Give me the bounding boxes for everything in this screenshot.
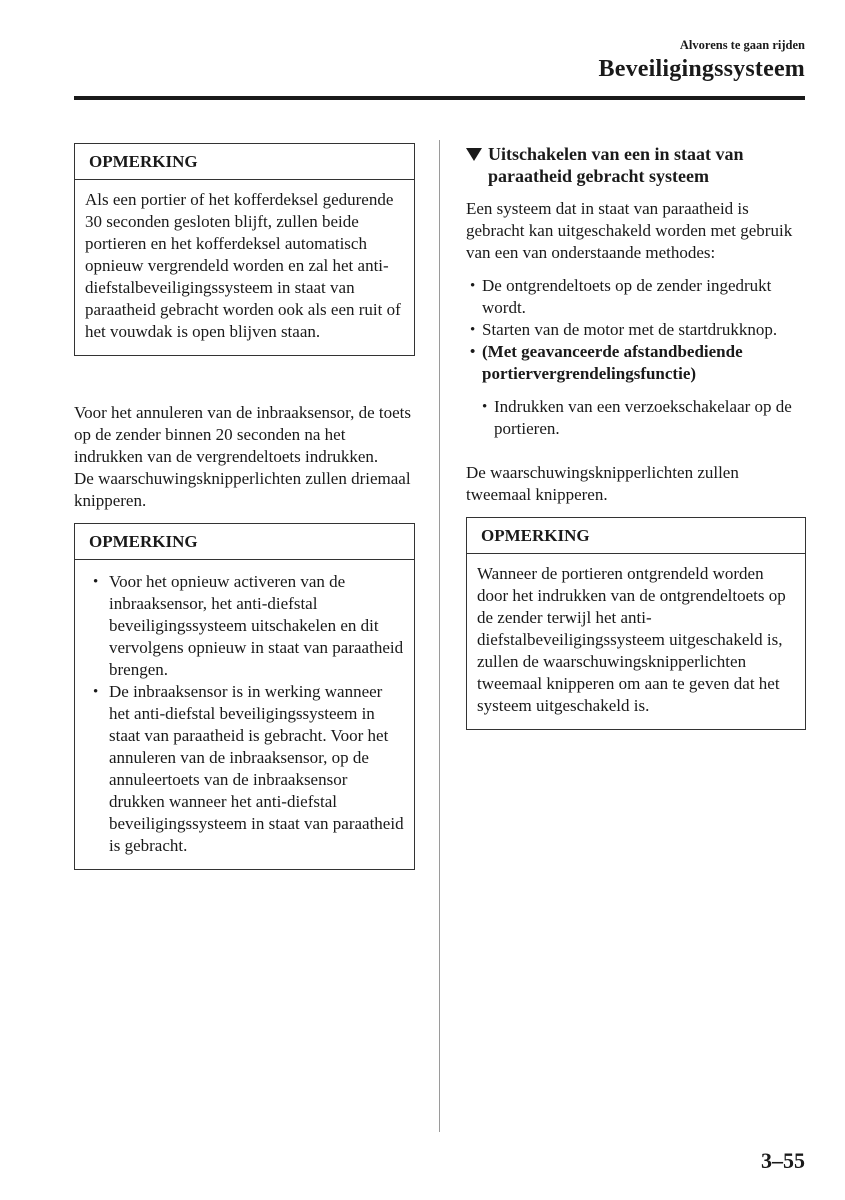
- list-item: • Voor het opnieuw activeren van de inbraaksensor, het anti-diefstal beveiligingssysteem uitschakelen en dit vervolgens opnieuw in staat van paraatheid brengen.: [85, 571, 404, 681]
- list-item: • Starten van de motor met de startdrukknop.: [466, 319, 806, 341]
- paragraph: De waarschuwingsknipperlichten zullen driemaal knipperen.: [74, 469, 411, 510]
- header-subtitle: Alvorens te gaan rijden: [679, 38, 805, 52]
- note-body: [75, 560, 414, 869]
- list-item: • De inbraaksensor is in werking wanneer het anti-diefstal beveiligingssysteem in staat van paraatheid is gebracht. Voor het annuleren van de inbraaksensor, op de annuleertoets van de inbraaksensor drukken wanneer het anti-diefstal beveiligingssysteem in staat van paraatheid is gebracht.: [85, 681, 404, 857]
- triangle-down-icon: [466, 148, 482, 161]
- note-text: Wanneer de portieren ontgrendeld worden door het indrukken van de ontgrendeltoets op de zender terwijl het anti-diefstalbeveiligingssysteem uitgeschakeld is, zullen de waarschuwingsknipperlichten tweemaal knipperen om aan te geven dat het systeem uitgeschakeld is.: [477, 564, 786, 715]
- note-box-1: [74, 143, 415, 356]
- note-heading: OPMERKING: [75, 524, 414, 560]
- section-title: [466, 143, 806, 187]
- sub-bullet-list: [466, 396, 806, 440]
- note-box-3: [466, 517, 806, 730]
- note-text: Als een portier of het kofferdeksel gedurende 30 seconden gesloten blijft, zullen beide portieren en het kofferdeksel automatisch opnieuw vergrendeld worden en zal het anti-diefstalbeveiligingssysteem in staat van paraatheid gebracht worden ook als een ruit of het vouwdak is open blijven staan.: [85, 190, 401, 341]
- page-title: Beveiligingssysteem: [598, 56, 805, 82]
- header-rule: [74, 96, 805, 100]
- paragraph: De waarschuwingsknipperlichten zullen tweemaal knipperen.: [466, 463, 739, 504]
- paragraph: Een systeem dat in staat van paraatheid is gebracht kan uitgeschakeld worden met gebruik van een van onderstaande methodes:: [466, 199, 793, 262]
- list-item-text: (Met geavanceerde afstandbediende portiervergrendelingsfunctie): [482, 342, 743, 383]
- note-box-2: [74, 523, 415, 870]
- list-item: • De ontgrendeltoets op de zender ingedrukt wordt.: [466, 275, 806, 319]
- bullet-list: [466, 275, 806, 385]
- paragraph: Voor het annuleren van de inbraaksensor, de toets op de zender binnen 20 seconden na het indrukken van de vergrendeltoets indrukken.: [74, 403, 412, 466]
- note-list: [85, 571, 404, 857]
- left-column: [74, 143, 415, 870]
- right-column: [466, 143, 806, 730]
- note-heading: OPMERKING: [467, 518, 805, 554]
- list-item: [466, 341, 806, 385]
- column-divider: [439, 140, 440, 1132]
- sub-list-item: • Indrukken van een verzoekschakelaar op de portieren.: [478, 396, 806, 440]
- note-heading: OPMERKING: [75, 144, 414, 180]
- page-number: 3–55: [761, 1148, 805, 1173]
- section-title-text: Uitschakelen van een in staat van paraatheid gebracht systeem: [488, 144, 744, 186]
